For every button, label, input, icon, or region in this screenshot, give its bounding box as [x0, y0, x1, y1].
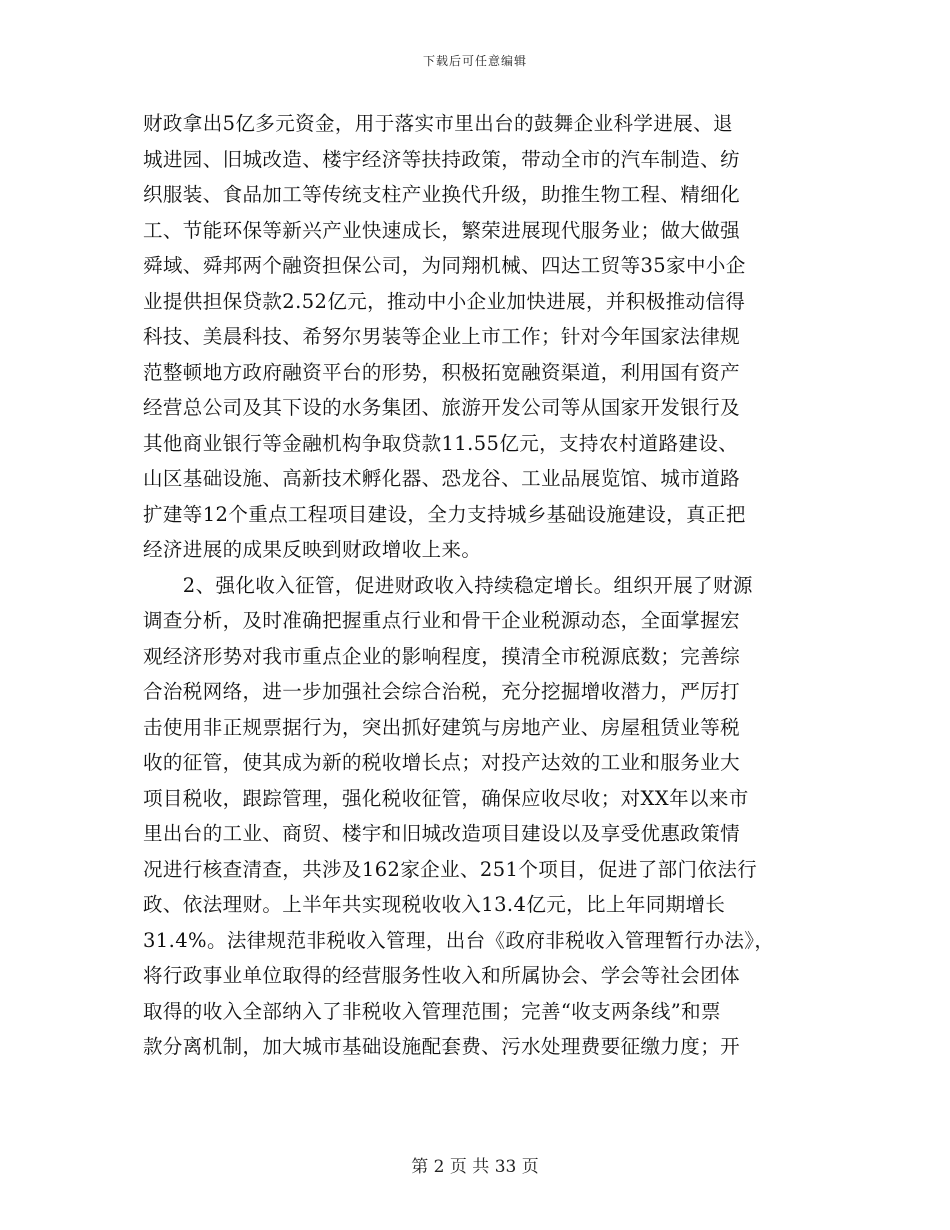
text-line: 范整顿地方政府融资平台的形势，积极拓宽融资渠道，利用国有资产	[143, 360, 741, 384]
text-line: 政、依法理财。上半年共实现税收收入13.4亿元，比上年同期增长	[143, 893, 726, 916]
page-footer: 第 2 页 共 33 页	[411, 1157, 539, 1177]
text-line: 收的征管，使其成为新的税收增长点；对投产达效的工业和服务业大	[143, 751, 741, 774]
text-line: 里出台的工业、商贸、楼宇和旧城改造项目建设以及享受优惠政策情	[143, 822, 741, 845]
text-line: 况进行核查清查，共涉及162家企业、251个项目，促进了部门依法行	[143, 857, 758, 881]
text-line: 取得的收入全部纳入了非税收入管理范围；完善“收支两条线”和票	[143, 999, 721, 1023]
text-line: 其他商业银行等金融机构争取贷款11.55亿元，支持农村道路建设、	[143, 431, 739, 455]
text-line: 观经济形势对我市重点企业的影响程度，摸清全市税源底数；完善综	[143, 644, 741, 668]
text-line: 业提供担保贷款2.52亿元，推动中小企业加快进展，并积极推动信得	[143, 289, 746, 313]
text-line: 2、强化收入征管，促进财政收入持续稳定增长。组织开展了财源	[143, 573, 753, 597]
text-line: 击使用非正规票据行为，突出抓好建筑与房地产业、房屋租赁业等税	[143, 715, 741, 739]
text-line: 扩建等12个重点工程项目建设，全力支持城乡基础设施建设，真正把	[143, 502, 746, 526]
text-line: 山区基础设施、高新技术孵化器、恐龙谷、工业品展览馆、城市道路	[143, 467, 741, 490]
text-line: 项目税收，跟踪管理，强化税收征管，确保应收尽收；对XX年以来市	[143, 786, 749, 810]
page-header: 下载后可任意编辑	[422, 54, 527, 68]
text-line: 合治税网络，进一步加强社会综合治税，充分挖掘增收潜力，严厉打	[143, 680, 741, 703]
text-line: 经济进展的成果反映到财政增收上来。	[143, 538, 482, 561]
document-body	[143, 106, 808, 1065]
text-line: 将行政事业单位取得的经营服务性收入和所属协会、学会等社会团体	[143, 964, 741, 987]
text-line: 31.4%。法律规范非税收入管理，出台《政府非税收入管理暂行办法》，	[143, 928, 775, 952]
text-line: 舜域、舜邦两个融资担保公司，为同翔机械、四达工贸等35家中小企	[143, 254, 746, 277]
text-line: 财政拿出5亿多元资金，用于落实市里出台的鼓舞企业科学进展、退	[143, 112, 733, 135]
text-line: 科技、美晨科技、希努尔男装等企业上市工作；针对今年国家法律规	[143, 325, 741, 348]
text-line: 城进园、旧城改造、楼宇经济等扶持政策，带动全市的汽车制造、纺	[143, 147, 741, 171]
text-line: 款分离机制，加大城市基础设施配套费、污水处理费要征缴力度；开	[143, 1035, 741, 1058]
text-line: 织服装、食品加工等传统支柱产业换代升级，助推生物工程、精细化	[143, 183, 741, 206]
text-line: 经营总公司及其下设的水务集团、旅游开发公司等从国家开发银行及	[143, 396, 741, 419]
text-line: 工、节能环保等新兴产业快速成长，繁荣进展现代服务业；做大做强	[143, 218, 741, 242]
text-line: 调查分析，及时准确把握重点行业和骨干企业税源动态，全面掌握宏	[143, 609, 741, 632]
